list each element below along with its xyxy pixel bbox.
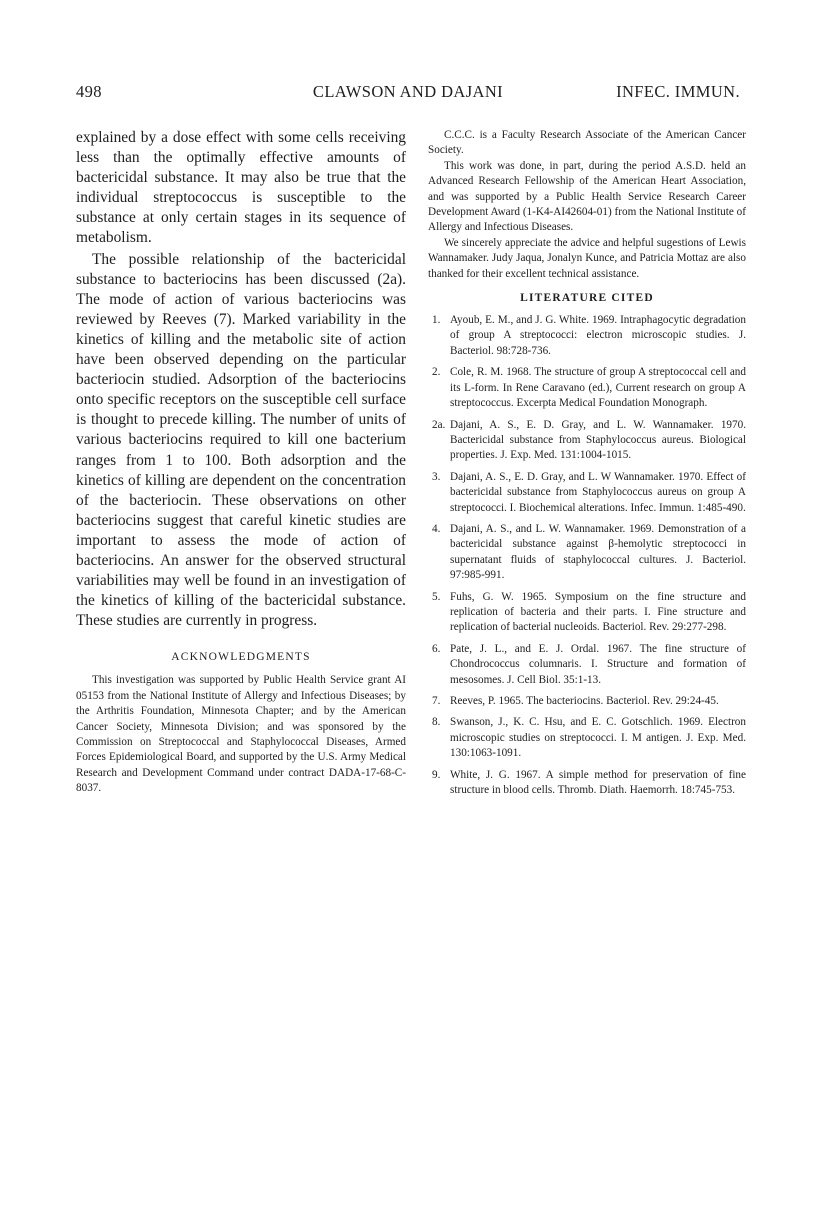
reference-text: Dajani, A. S., E. D. Gray, and L. W Wannamaker. 1970. Effect of bactericidal substance from Staphylococcus aureus on group A streptococci. I. Biochemical alterations. Infec. Immun. 1:485-490. xyxy=(450,470,746,514)
reference-text: Reeves, P. 1965. The bacteriocins. Bacteriol. Rev. 29:24-45. xyxy=(450,695,719,707)
acknowledgments-text: This investigation was supported by Public Health Service grant AI 05153 from the National Institute of Allergy and Infectious Diseases; by the Arthritis Foundation, Minnesota Chapter; and by the American Cancer Society, Minnesota Division; and was sponsored by the Commission on Streptococcal and Staphylococcal Diseases, Armed Forces Epidemiological Board, and supported by the U.S. Army Medical Research and Development Command under contract DADA-17-68-C-8037. xyxy=(76,674,406,795)
reference-item xyxy=(428,522,746,584)
body-paragraph-2: The possible relationship of the bactericidal substance to bacteriocins has been discussed (2a). The mode of action of various bacteriocins was reviewed by Reeves (7). Marked variability in the kinetics of killing and the metabolic site of action have been observed depending on the particular bacteriocin studied. Adsorption of the bacteriocins onto specific receptors on the susceptible cell surface is thought to precede killing. The number of units of various bacteriocins required to kill one bacterium ranges from 1 to 100. Both adsorption and the kinetics of killing are dependent on the concentration of the bacteriocin. These observations on other bacteriocins suggest that careful kinetic studies are important to assess the mode of action of bacteriocins. An answer for the observed structural variabilities may well be found in an investigation of the kinetics of killing of the bactericidal substance. These studies are currently in progress. xyxy=(76,250,406,630)
reference-text: Fuhs, G. W. 1965. Symposium on the fine structure and replication of bacteria and their parts. I. Fine structure and replication of bacterial nucleoids. Bacteriol. Rev. 29:277-298. xyxy=(450,590,746,634)
reference-number: 1. xyxy=(432,314,441,327)
literature-cited-heading: LITERATURE CITED xyxy=(520,292,654,305)
author-note-2: This work was done, in part, during the period A.S.D. held an Advanced Research Fellowship of the American Heart Association, and was supported by a Public Health Service Research Career Development Award (1-K4-AI42604-01) from the National Institute of Allergy and Infectious Diseases. xyxy=(428,159,746,234)
reference-number: 2. xyxy=(432,366,441,379)
journal-name: INFEC. IMMUN. xyxy=(616,82,740,101)
reference-number: 5. xyxy=(432,590,441,603)
reference-item xyxy=(428,313,746,359)
reference-number: 3. xyxy=(432,470,441,483)
reference-item xyxy=(428,694,746,709)
reference-item xyxy=(428,418,746,464)
reference-item xyxy=(428,768,746,799)
reference-item xyxy=(428,715,746,761)
page-header xyxy=(76,82,740,106)
reference-number: 2a. xyxy=(432,418,446,431)
reference-text: White, J. G. 1967. A simple method for preservation of fine structure in blood cells. Thromb. Diath. Haemorrh. 18:745-753. xyxy=(450,768,746,797)
reference-number: 7. xyxy=(432,695,441,707)
reference-item xyxy=(428,642,746,688)
reference-text: Pate, J. L., and E. J. Ordal. 1967. The fine structure of Chondrococcus columnaris. I. Structure and formation of mesosomes. J. Cell Biol. 35:1-13. xyxy=(450,642,746,686)
right-column xyxy=(428,128,746,804)
reference-list xyxy=(428,313,746,798)
reference-number: 8. xyxy=(432,716,441,729)
reference-number: 6. xyxy=(432,642,441,655)
running-head: CLAWSON AND DAJANI xyxy=(312,82,504,101)
page-number: 498 xyxy=(76,82,102,101)
reference-number: 4. xyxy=(432,522,441,535)
reference-item xyxy=(428,470,746,516)
left-column xyxy=(76,128,406,797)
reference-text: Swanson, J., K. C. Hsu, and E. C. Gotschlich. 1969. Electron microscopic studies on streptococci. I. M antigen. J. Exp. Med. 130:1063-1091. xyxy=(450,716,746,760)
reference-text: Ayoub, E. M., and J. G. White. 1969. Intraphagocytic degradation of group A streptococci: electron microscopic studies. J. Bacteriol. 98:728-736. xyxy=(450,314,746,357)
reference-text: Cole, R. M. 1968. The structure of group A streptococcal cell and its L-form. In Rene Caravano (ed.), Current research on group A streptococcus. Excerpta Medical Foundation Monograph. xyxy=(450,366,746,410)
acknowledgments-heading: ACKNOWLEDGMENTS xyxy=(171,651,311,664)
reference-text: Dajani, A. S., and L. W. Wannamaker. 1969. Demonstration of a bactericidal substance against β-hemolytic streptococci in supernatant fluids of staphylococcal cultures. J. Bacteriol. 97:985-991. xyxy=(450,522,746,582)
reference-item xyxy=(428,590,746,636)
reference-text: Dajani, A. S., E. D. Gray, and L. W. Wannamaker. 1970. Bactericidal substance from Staphylococcus aureus. Biological properties. J. Exp. Med. 131:1004-1015. xyxy=(450,418,746,462)
body-paragraph-1: explained by a dose effect with some cells receiving less than the optimally effective amounts of bactericidal substance. It may also be true that the individual streptococcus is susceptible to the substance at only certain stages in its sequence of metabolism. xyxy=(76,129,406,247)
reference-number: 9. xyxy=(432,768,441,781)
author-note-1: C.C.C. is a Faculty Research Associate of the American Cancer Society. xyxy=(428,129,746,157)
author-note-3: We sincerely appreciate the advice and helpful sugestions of Lewis Wannamaker. Judy Jaqua, Jonalyn Kunce, and Patricia Mottaz are also thanked for their excellent technical assistance. xyxy=(428,236,746,280)
reference-item xyxy=(428,365,746,411)
